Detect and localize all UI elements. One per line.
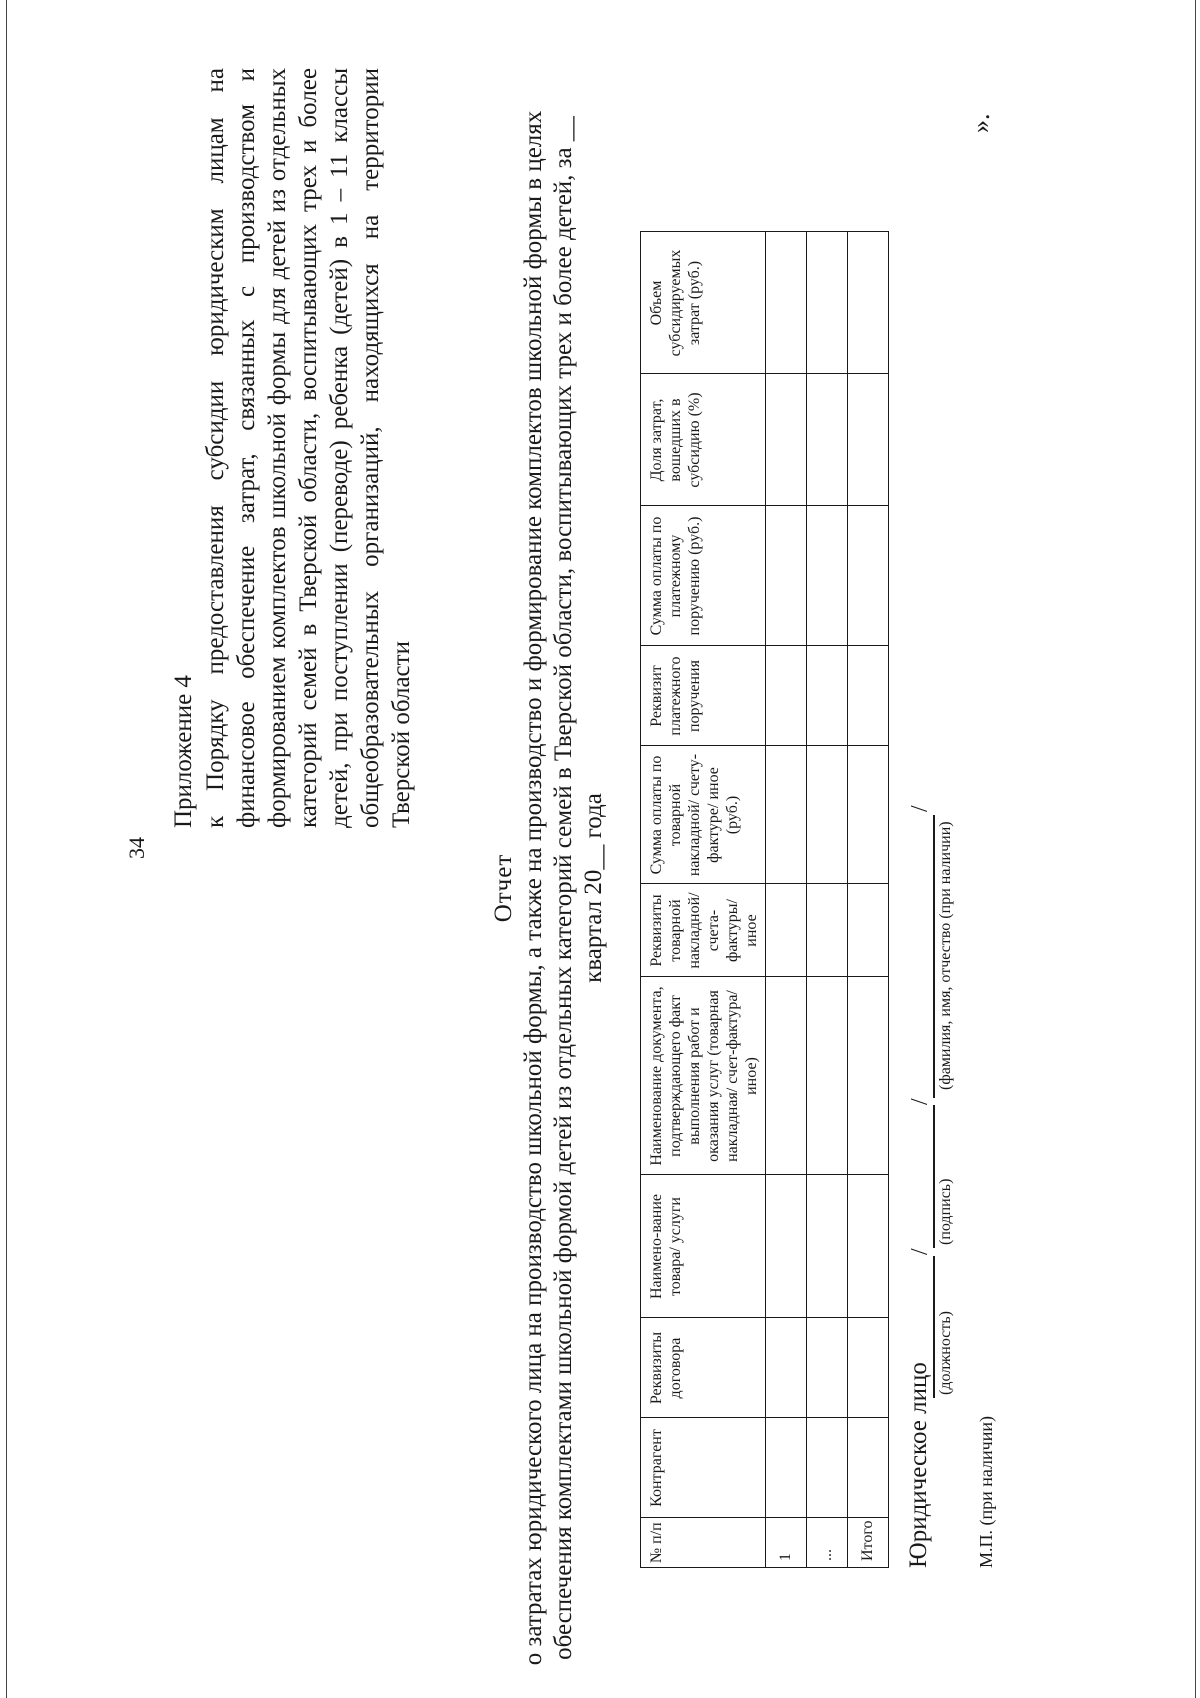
entity-label: Юридическое лицо [905, 1362, 932, 1568]
caption-name: (фамилия, имя, отчество (при наличии) [937, 821, 954, 1090]
page-number: 34 [124, 837, 149, 859]
table-header-row [641, 232, 766, 1568]
appendix-title: Приложение 4 [170, 675, 197, 828]
table-cell [766, 232, 807, 374]
table-cell [766, 646, 807, 746]
position-field [933, 1256, 935, 1398]
header-contractor: Контрагент [641, 1418, 766, 1518]
table-cell [766, 1418, 807, 1518]
table-cell [848, 1418, 889, 1518]
table-cell [848, 374, 889, 506]
header-contract-details: Реквизиты договора [641, 1318, 766, 1418]
separator-slash: / [907, 1098, 933, 1105]
header-payment-order-sum: Сумма оплаты по платежному поручению (руб.) [641, 506, 766, 646]
table-row [766, 232, 807, 1568]
separator-slash: / [907, 1248, 933, 1255]
report-heading [489, 108, 609, 1668]
signature-line [905, 648, 945, 1568]
table-cell [848, 506, 889, 646]
header-goods-name: Наимено-вание товара/ услуги [641, 1175, 766, 1318]
row-label: ... [807, 1518, 848, 1568]
caption-signature: (подпись) [937, 1178, 954, 1245]
table-cell [848, 1175, 889, 1318]
table-cell [807, 977, 848, 1175]
appendix-body: к Порядку предоставления субсидии юридическим лицам на финансовое обеспечение затрат, связанных с производством и формированием комплектов школьной формы для детей из отдельных категорий семей в Тверской области, воспитывающих трех и более детей, при поступлении (переводе) ребенка (детей) в 1 – 11 классы общеобразовательных организаций, находящихся на территории Тверской области [202, 68, 415, 828]
caption-position: (должность) [937, 1311, 954, 1395]
header-document-name: Наименование документа, подтверждающего факт выполнения работ и оказания услуг (товарная накладная/ счет-фактура/ иное) [641, 977, 766, 1175]
table-cell [807, 646, 848, 746]
report-table [640, 232, 889, 1569]
table-cell [848, 884, 889, 977]
separator-slash: / [907, 805, 933, 812]
signature-field [933, 1105, 935, 1248]
table-cell [807, 232, 848, 374]
report-title: Отчет [490, 853, 517, 923]
header-invoice-details: Реквизиты товарной накладной/ счета-фактуры/ иное [641, 884, 766, 977]
header-payment-order-details: Реквизит платежного поручения [641, 646, 766, 746]
table-cell [807, 746, 848, 884]
table-cell [848, 646, 889, 746]
closing-quote: ». [966, 113, 995, 133]
table-cell [766, 977, 807, 1175]
report-subtitle: о затратах юридического лица на производство школьной формы, а также на производство и формирование комплектов школьной формы в целях обеспечения комплектами школьной формой детей из отдельных категорий семей в Тверской области, воспитывающих трех и более детей, за __ квартал 20__ года [520, 110, 607, 1666]
header-subsidized-volume: Объем субсидируемых затрат (руб.) [641, 232, 766, 374]
table-cell [848, 977, 889, 1175]
header-invoice-payment: Сумма оплаты по товарной накладной/ счету-фактуре/ иное (руб.) [641, 746, 766, 884]
table-cell [807, 506, 848, 646]
table-cell [848, 232, 889, 374]
table-cell [766, 374, 807, 506]
table-cell [807, 1175, 848, 1318]
table-cell [848, 1318, 889, 1418]
header-cost-share: Доля затрат, вошедших в субсидию (%) [641, 374, 766, 506]
row-label-total: Итого [848, 1518, 889, 1568]
header-num: № п/п [641, 1518, 766, 1568]
row-label: 1 [766, 1518, 807, 1568]
table-cell [766, 746, 807, 884]
table-cell [766, 1175, 807, 1318]
seal-note: М.П. (при наличии) [976, 1416, 996, 1568]
table-cell [766, 506, 807, 646]
name-field [933, 815, 935, 1098]
appendix-block [168, 68, 417, 828]
table-row [807, 232, 848, 1568]
table-cell [807, 1418, 848, 1518]
table-cell [848, 746, 889, 884]
table-cell [766, 1318, 807, 1418]
table-cell [807, 1318, 848, 1418]
table-cell [807, 884, 848, 977]
table-cell [766, 884, 807, 977]
table-row-total [848, 232, 889, 1568]
table-cell [807, 374, 848, 506]
